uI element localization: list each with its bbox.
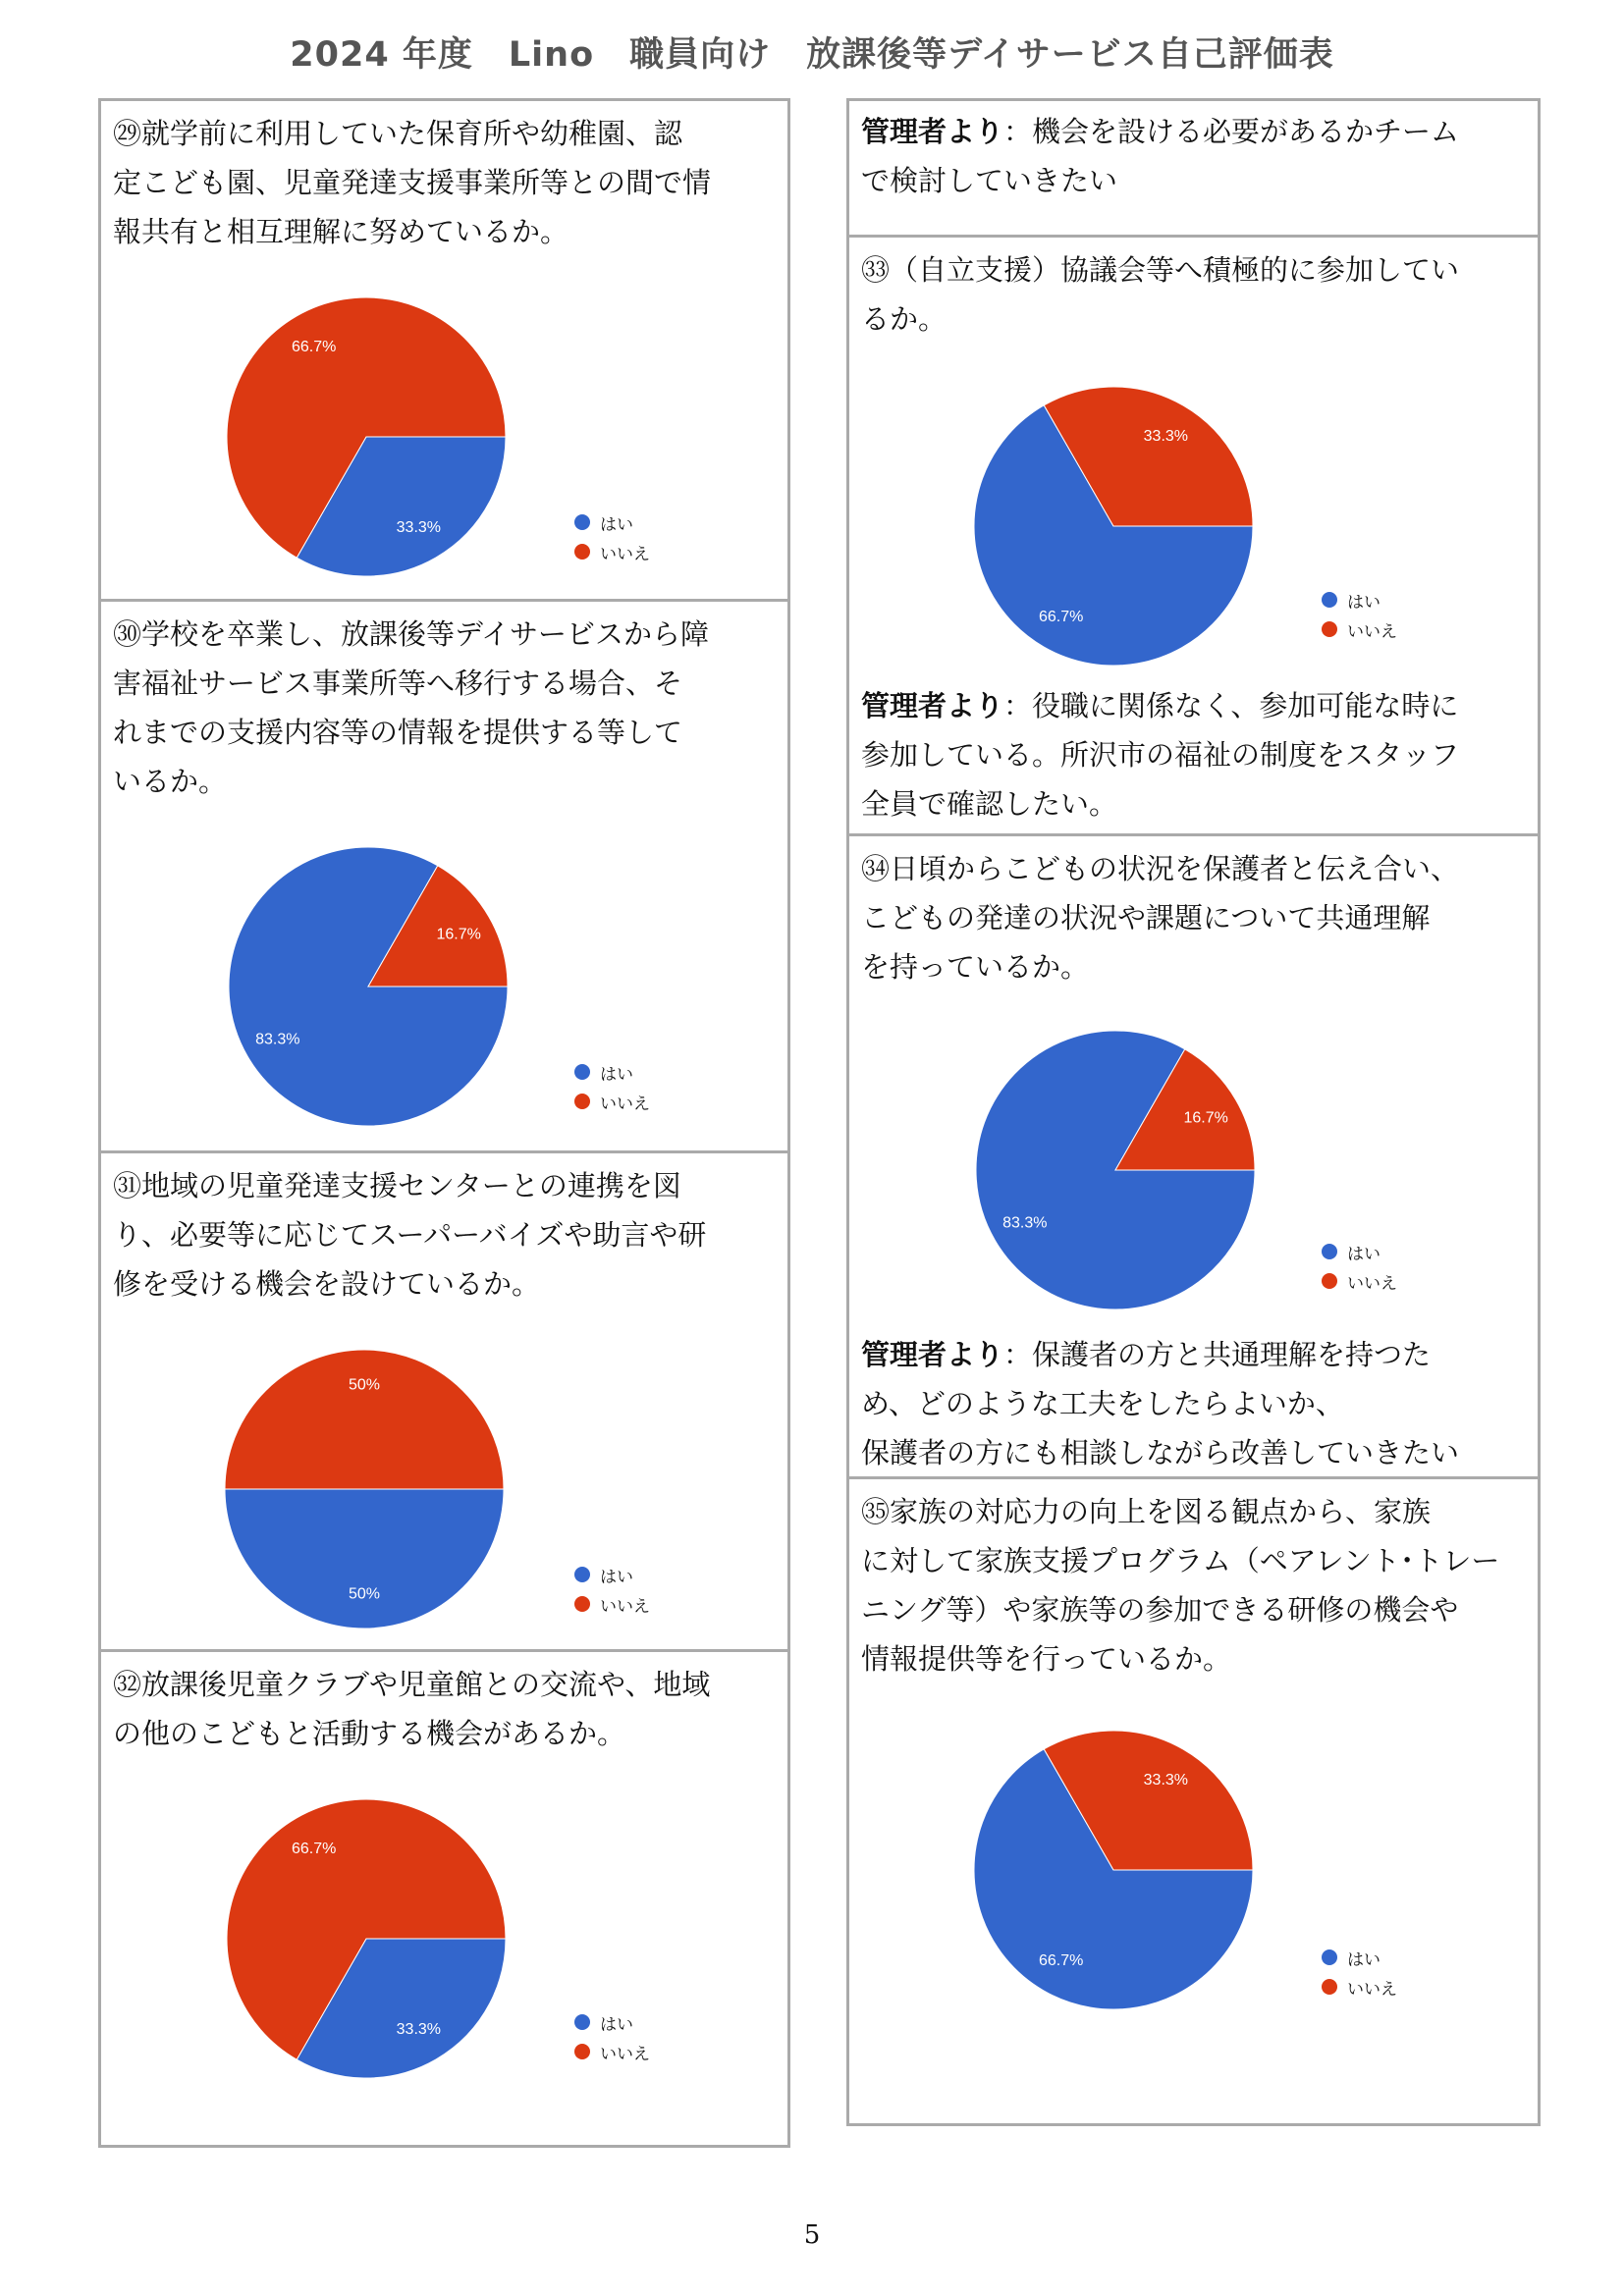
legend-dot-yes [574, 2014, 590, 2030]
pie-label-no: 66.7% [291, 1840, 337, 1857]
right-column [846, 98, 1541, 2126]
question-31-line: 修を受ける機会を設けているか。 [113, 1267, 541, 1301]
question-29-line: 報共有と相互理解に努めているか。 [113, 215, 569, 248]
left-column [98, 98, 790, 2148]
legend-q30 [574, 1057, 650, 1116]
legend-q34 [1322, 1237, 1397, 1296]
pie-chart-q31 [217, 1342, 512, 1636]
question-31-text [113, 1161, 778, 1308]
question-29-cell [101, 101, 787, 599]
pie-label-no: 50% [348, 1376, 381, 1394]
manager-comment-line: 参加している。所沢市の福祉の制度をスタッフ [861, 738, 1460, 772]
legend-label-no: いいえ [600, 2044, 650, 2063]
legend-dot-no [574, 2044, 590, 2059]
pie-chart-q32 [219, 1791, 514, 2086]
question-30-text [113, 610, 778, 806]
question-35-line: ㉟家族の対応力の向上を図る観点から、家族 [861, 1495, 1432, 1528]
question-30-line: れまでの支援内容等の情報を提供する等して [113, 716, 683, 749]
legend-q29 [574, 507, 650, 566]
page-title: 2024 年度 Lino 職員向け 放課後等デイサービス自己評価表 [290, 35, 1334, 75]
legend-dot-no [574, 1596, 590, 1612]
legend-dot-yes [1322, 1949, 1337, 1965]
pie-chart-q30 [221, 839, 515, 1134]
legend-dot-no [574, 1094, 590, 1109]
question-35-line: ニング等）や家族等の参加できる研修の機会や [861, 1593, 1459, 1627]
pie-chart-q35 [966, 1723, 1261, 2017]
manager-comment-32 [861, 107, 1532, 205]
manager-prefix: 管理者より [861, 115, 1004, 148]
legend-q32 [574, 2007, 650, 2066]
legend-dot-no [1322, 1979, 1337, 1995]
page-number: 5 [803, 2220, 821, 2250]
legend-dot-yes [1322, 1244, 1337, 1259]
legend-label-no: いいえ [600, 1094, 650, 1113]
question-30-line: ㉚学校を卒業し、放課後等デイサービスから障 [113, 617, 709, 651]
manager-comment-34 [861, 1330, 1532, 1477]
question-32-text [113, 1660, 778, 1758]
question-29-text [113, 109, 778, 256]
legend-label-yes: はい [600, 514, 633, 534]
question-33-text [861, 245, 1528, 344]
manager-prefix: 管理者より [861, 1338, 1004, 1371]
legend-label-yes: はい [600, 2014, 633, 2034]
manager-comment-line: 保護者の方にも相談しながら改善していきたい [861, 1436, 1460, 1469]
question-29-line: 定こども園、児童発達支援事業所等との間で情 [113, 166, 712, 199]
question-32-cell [101, 1649, 787, 2145]
legend-label-yes: はい [600, 1064, 633, 1084]
question-34-line: ㉞日頃からこどもの状況を保護者と伝え合い、 [861, 852, 1460, 885]
question-35-cell [849, 1476, 1538, 2123]
manager-comment-line: 全員で確認したい。 [861, 787, 1118, 821]
question-35-line: に対して家族支援プログラム（ペアレント･トレー [861, 1544, 1500, 1577]
question-33-line: るか。 [861, 302, 947, 336]
manager-comment-line: ：機会を設ける必要があるかチーム [1003, 115, 1460, 148]
pie-label-yes: 50% [348, 1585, 381, 1603]
legend-label-no: いいえ [600, 544, 650, 563]
question-33-line: ㉝（自立支援）協議会等へ積極的に参加してい [861, 253, 1460, 287]
legend-label-no: いいえ [1347, 1979, 1397, 1999]
legend-label-yes: はい [1347, 592, 1380, 612]
legend-label-no: いいえ [1347, 1273, 1397, 1293]
legend-dot-no [1322, 1273, 1337, 1289]
legend-dot-no [1322, 621, 1337, 637]
legend-label-yes: はい [600, 1567, 633, 1586]
legend-dot-yes [574, 514, 590, 530]
legend-label-yes: はい [1347, 1949, 1380, 1969]
question-30-cell [101, 599, 787, 1150]
question-33-cell [849, 235, 1538, 833]
manager-comment-33 [861, 681, 1532, 828]
pie-label-no: 16.7% [436, 926, 481, 943]
question-31-line: ㉛地域の児童発達支援センターとの連携を図 [113, 1169, 681, 1202]
legend-dot-yes [574, 1567, 590, 1582]
pie-label-yes: 83.3% [255, 1031, 300, 1048]
question-34-text [861, 844, 1528, 991]
question-30-line: 害福祉サービス事業所等へ移行する場合、そ [113, 667, 683, 700]
question-34-line: を持っているか。 [861, 950, 1090, 984]
pie-label-yes: 33.3% [396, 519, 442, 537]
question-34-cell [849, 833, 1538, 1476]
pie-chart-q34 [968, 1023, 1263, 1317]
legend-label-no: いいえ [1347, 621, 1397, 641]
legend-dot-yes [574, 1064, 590, 1080]
manager-prefix: 管理者より [861, 689, 1004, 722]
question-31-cell [101, 1150, 787, 1649]
pie-label-yes: 33.3% [396, 2021, 442, 2039]
legend-q35 [1322, 1943, 1397, 2002]
pie-chart-q29 [219, 290, 514, 584]
legend-q33 [1322, 585, 1397, 644]
legend-label-yes: はい [1347, 1244, 1380, 1263]
pie-label-no: 33.3% [1143, 427, 1189, 445]
pie-label-yes: 66.7% [1038, 1952, 1084, 1970]
question-35-line: 情報提供等を行っているか。 [861, 1642, 1232, 1676]
pie-slice-no [225, 1350, 504, 1489]
question-30-line: いるか。 [113, 765, 228, 798]
question-32-line: ㉜放課後児童クラブや児童館との交流や、地域 [113, 1668, 711, 1701]
manager-comment-line: ：役職に関係なく、参加可能な時に [1003, 689, 1459, 722]
legend-dot-no [574, 544, 590, 560]
pie-slice-yes [225, 1489, 504, 1629]
manager-comment-line: ：保護者の方と共通理解を持つた [1003, 1338, 1432, 1371]
question-35-text [861, 1487, 1528, 1683]
legend-dot-yes [1322, 592, 1337, 608]
pie-label-yes: 66.7% [1038, 609, 1084, 626]
manager-comment-32-cell [849, 101, 1538, 235]
question-32-line: の他のこどもと活動する機会があるか。 [113, 1717, 626, 1750]
question-29-line: ㉙就学前に利用していた保育所や幼稚園、認 [113, 117, 683, 150]
manager-comment-line: で検討していきたい [861, 164, 1118, 197]
pie-label-no: 16.7% [1183, 1109, 1228, 1127]
question-31-line: り、必要等に応じてスーパーバイズや助言や研 [113, 1218, 707, 1252]
question-34-line: こどもの発達の状況や課題について共通理解 [861, 901, 1431, 934]
pie-label-yes: 83.3% [1002, 1214, 1048, 1232]
pie-label-no: 33.3% [1143, 1771, 1189, 1789]
pie-label-no: 66.7% [291, 338, 337, 355]
legend-q31 [574, 1560, 650, 1619]
pie-chart-q33 [966, 379, 1261, 673]
legend-label-no: いいえ [600, 1596, 650, 1616]
manager-comment-line: め、どのような工夫をしたらよいか、 [861, 1387, 1344, 1420]
